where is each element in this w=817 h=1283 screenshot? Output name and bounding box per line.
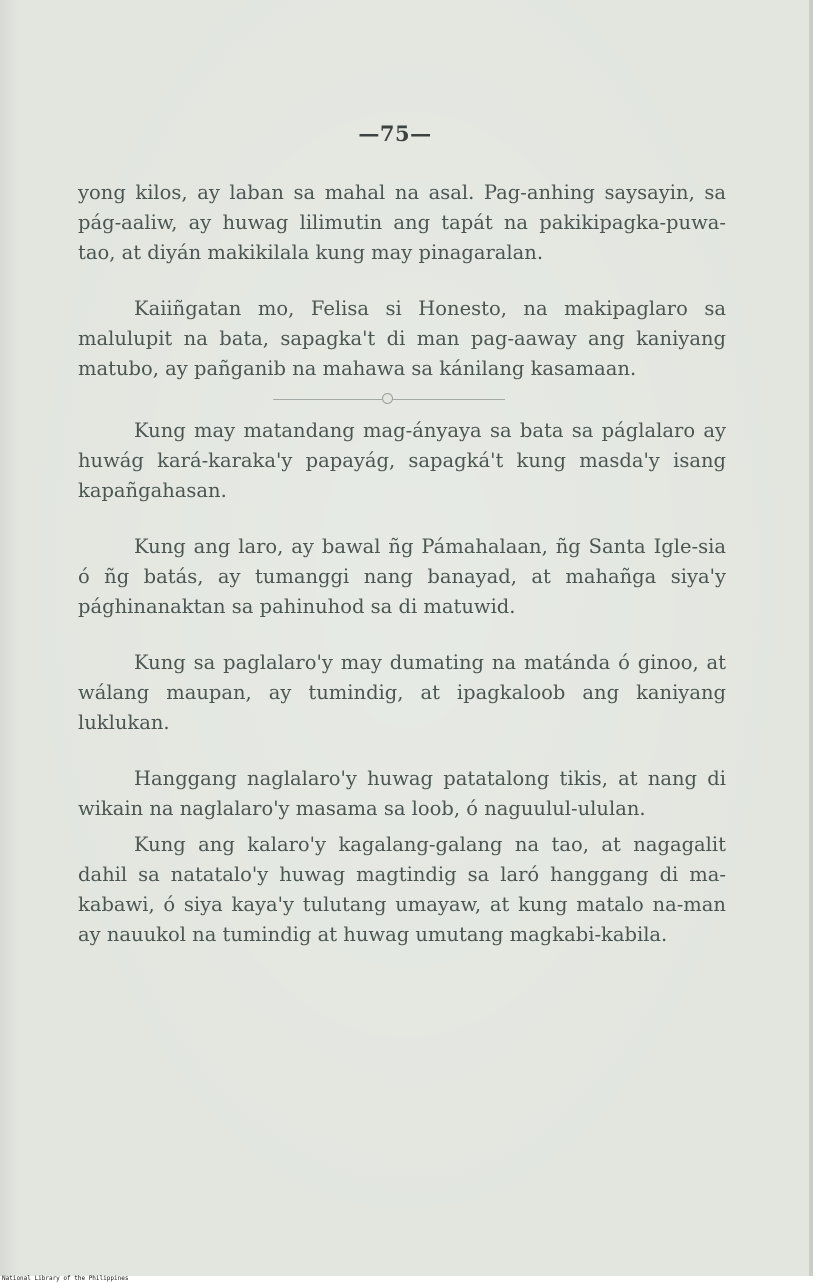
paragraph-bawal-na-laro: Kung ang laro, ay bawal ñg Pámahalaan, ñg Santa Igle-sia ó ñg batás, ay tumanggi nang banayad, at mahañga siya'y pághinanaktan sa pahinuhod sa di matuwid. (78, 535, 726, 618)
paragraph-matandang: Kung may matandang mag-ányaya sa bata sa páglalaro ay huwág kará-karaka'y papayág, sapagká't kung masda'y isang kapañgahasan. (78, 419, 726, 502)
page-number: —75— (358, 121, 432, 146)
section-divider-ornament (78, 388, 726, 410)
paragraph-felisa-honesto: Kaiiñgatan mo, Felisa si Honesto, na makipaglaro sa malulupit na bata, sapagka't di man pag-aaway ang kaniyang matubo, ay pañganib na mahawa sa kánilang kasamaan. (78, 297, 726, 380)
page-body (78, 178, 726, 950)
paragraph-kagalang-galang: Kung ang kalaro'y kagalang-galang na tao, at nagagalit dahil sa natatalo'y huwag magtindig sa laró hanggang di ma-kabawi, ó siya kaya'y tulutang umayaw, at kung matalo na-man ay nauukol na tumindig at huwag umutang magkabi-kabila. (78, 833, 726, 946)
paragraph-patatalong-tikis: Hanggang naglalaro'y huwag patatalong tikis, at nang di wikain na naglalaro'y masama sa loob, ó naguulul-ululan. (78, 767, 726, 820)
paragraph-continuation: yong kilos, ay laban sa mahal na asal. Pag-anhing saysayin, sa pág-aaliw, ay huwag lilimutin ang tapát na pakikipagka-puwa-tao, at diyán makikilala kung may pinagaralan. (78, 181, 726, 264)
divider-ring-icon (382, 393, 393, 404)
paragraph-luklukan: Kung sa paglalaro'y may dumating na matánda ó ginoo, at wálang maupan, ay tumindig, at ipagkaloob ang kaniyang luklukan. (78, 651, 726, 734)
page-edge (809, 0, 813, 1276)
library-credit: National Library of the Philippines (2, 1275, 129, 1282)
